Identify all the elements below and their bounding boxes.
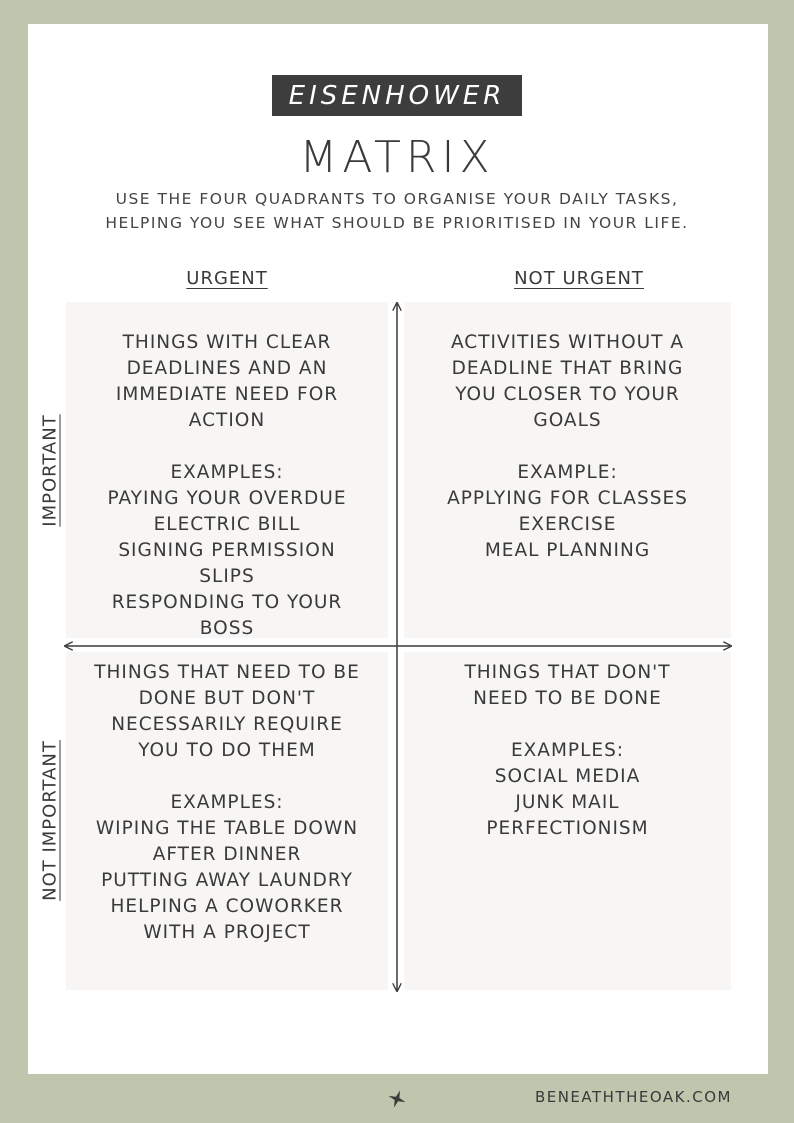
subtitle-line: USE THE FOUR QUADRANTS TO ORGANISE YOUR DAILY TASKS,: [115, 190, 679, 208]
example-item: EXERCISE: [518, 514, 617, 535]
quadrant-description-line: DONE BUT DON'T: [138, 688, 316, 709]
example-item: RESPONDING TO YOUR: [111, 592, 343, 613]
example-item: HELPING A COWORKER: [110, 896, 344, 917]
row-header-not-important: NOT IMPORTANT: [39, 740, 61, 901]
sparkle-star-icon: [388, 1090, 406, 1108]
example-item: ELECTRIC BILL: [153, 514, 301, 535]
footer-website[interactable]: BENEATHTHEOAK.COM: [534, 1088, 732, 1106]
example-item: WITH A PROJECT: [143, 922, 311, 943]
column-header-not-urgent: NOT URGENT: [514, 268, 644, 289]
example-item: PAYING YOUR OVERDUE: [107, 488, 347, 509]
quadrant-description-line: IMMEDIATE NEED FOR: [115, 384, 339, 405]
examples-label: EXAMPLES:: [170, 462, 284, 483]
quadrant-description-line: NECESSARILY REQUIRE: [111, 714, 343, 735]
example-item: AFTER DINNER: [152, 844, 302, 865]
example-item: PERFECTIONISM: [486, 818, 649, 839]
quadrant-description-line: ACTION: [188, 410, 266, 431]
quadrant-description-line: ACTIVITIES WITHOUT A: [450, 332, 685, 353]
example-item: JUNK MAIL: [515, 792, 620, 813]
quadrant-description-line: THINGS THAT DON'T: [464, 662, 671, 683]
example-item: WIPING THE TABLE DOWN: [95, 818, 359, 839]
quadrant-description-line: YOU CLOSER TO YOUR: [455, 384, 680, 405]
quadrant-description-line: GOALS: [533, 410, 602, 431]
quadrant-description-line: YOU TO DO THEM: [138, 740, 316, 761]
example-item: SLIPS: [199, 566, 255, 587]
example-item: BOSS: [199, 618, 255, 639]
quadrant-description-line: DEADLINES AND AN: [126, 358, 328, 379]
row-header-important: IMPORTANT: [39, 414, 61, 527]
example-item: SIGNING PERMISSION: [118, 540, 336, 561]
quadrant-description-line: THINGS WITH CLEAR: [122, 332, 332, 353]
title-top: EISENHOWER: [288, 80, 506, 111]
quadrant-description-line: DEADLINE THAT BRING: [451, 358, 684, 379]
examples-label: EXAMPLE:: [517, 462, 618, 483]
page-title: MATRIX: [299, 132, 495, 183]
quadrant-description-line: NEED TO BE DONE: [473, 688, 662, 709]
column-header-urgent: URGENT: [186, 268, 268, 289]
examples-label: EXAMPLES:: [170, 792, 284, 813]
subtitle-line: HELPING YOU SEE WHAT SHOULD BE PRIORITISED IN YOUR LIFE.: [105, 214, 689, 232]
example-item: SOCIAL MEDIA: [494, 766, 641, 787]
example-item: MEAL PLANNING: [484, 540, 651, 561]
example-item: PUTTING AWAY LAUNDRY: [101, 870, 353, 891]
quadrant-description-line: THINGS THAT NEED TO BE: [94, 662, 360, 683]
example-item: APPLYING FOR CLASSES: [447, 488, 688, 509]
examples-label: EXAMPLES:: [510, 740, 625, 761]
